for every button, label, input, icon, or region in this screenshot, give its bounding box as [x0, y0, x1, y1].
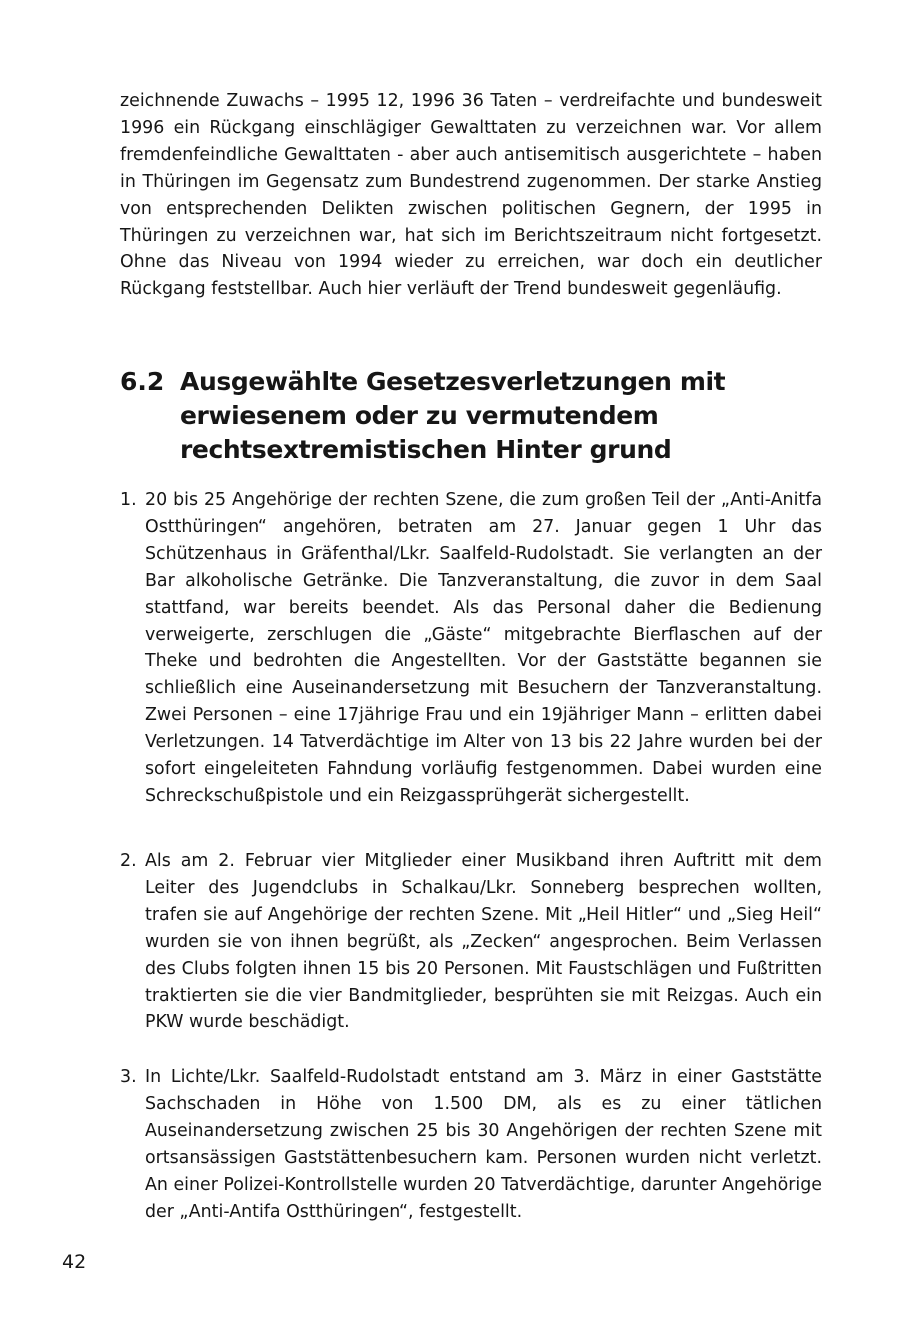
- list-item-text: In Lichte/Lkr. Saalfeld-Rudolstadt entstand am 3. März in einer Gaststätte Sachschaden in Höhe von 1.500 DM, als es zu einer tätlichen Auseinandersetzung zwischen 25 bis 30 Angehörigen der rechten Szene mit ortsansässigen Gaststättenbesuchern kam. Personen wurden nicht verletzt. An einer Polizei-Kontrollstelle wurden 20 Tatverdächtige, darunter Angehörige der „Anti-Antifa Ostthüringen“, festgestellt.: [145, 1067, 822, 1222]
- intro-paragraph: zeichnende Zuwachs – 1995 12, 1996 36 Taten – verdreifachte und bundesweit 1996 ein Rückgang einschlägiger Gewalttaten zu verzeichnen war. Vor allem fremdenfeindliche Gewalttaten - aber auch antisemitisch ausgerichtete – haben in Thüringen im Gegensatz zum Bundestrend zugenommen. Der starke Anstieg von entsprechenden Delikten zwischen politischen Gegnern, der 1995 in Thüringen zu verzeichnen war, hat sich im Berichtszeitraum nicht fortgesetzt. Ohne das Niveau von 1994 wieder zu erreichen, war doch ein deutlicher Rückgang feststellbar. Auch hier verläuft der Trend bundesweit gegenläufig.: [120, 91, 822, 300]
- list-item-3: [120, 1064, 822, 1225]
- section-number: 6.2: [120, 367, 165, 396]
- list-item-number: 1.: [120, 490, 137, 510]
- section-heading: [120, 365, 822, 467]
- list-item-number: 3.: [120, 1067, 137, 1087]
- list-item-text: Als am 2. Februar vier Mitglieder einer Musikband ihren Auftritt mit dem Leiter des Jugendclubs in Schalkau/Lkr. Sonneberg besprechen wollten, trafen sie auf Angehörige der rechten Szene. Mit „Heil Hitler“ und „Sieg Heil“ wurden sie von ihnen begrüßt, als „Zecken“ angesprochen. Beim Verlassen des Clubs folgten ihnen 15 bis 20 Personen. Mit Faustschlägen und Fußtritten traktierten sie die vier Bandmitglieder, besprühten sie mit Reizgas. Auch ein PKW wurde beschädigt.: [145, 851, 822, 1033]
- list-item-text: 20 bis 25 Angehörige der rechten Szene, die zum großen Teil der „Anti-Anitfa Ostthüringen“ angehören, betraten am 27. Januar gegen 1 Uhr das Schützenhaus in Gräfenthal/Lkr. Saalfeld-Rudolstadt. Sie verlangten an der Bar alkoholische Getränke. Die Tanzveranstaltung, die zuvor in dem Saal stattfand, war bereits beendet. Als das Personal daher die Bedienung verweigerte, zerschlugen die „Gäste“ mitgebrachte Bierflaschen auf der Theke und bedrohten die Angestellten. Vor der Gaststätte begannen sie schließlich eine Auseinandersetzung mit Besuchern der Tanzveranstaltung. Zwei Personen – eine 17jährige Frau und ein 19jähriger Mann – erlitten dabei Verletzungen. 14 Tatverdächtige im Alter von 13 bis 22 Jahre wurden bei der sofort eingeleiteten Fahndung vorläufig festgenommen. Dabei wurden eine Schreckschußpistole und ein Reizgassprühgerät sichergestellt.: [145, 490, 822, 806]
- page-number: 42: [62, 1251, 87, 1273]
- list-item-1: [120, 487, 822, 810]
- section-title: Ausgewählte Gesetzesverletzungen mit erwiesenem oder zu vermutendem rechtsextremistischen Hinter grund: [180, 367, 726, 464]
- list-item-number: 2.: [120, 851, 137, 871]
- list-item-2: [120, 848, 822, 1036]
